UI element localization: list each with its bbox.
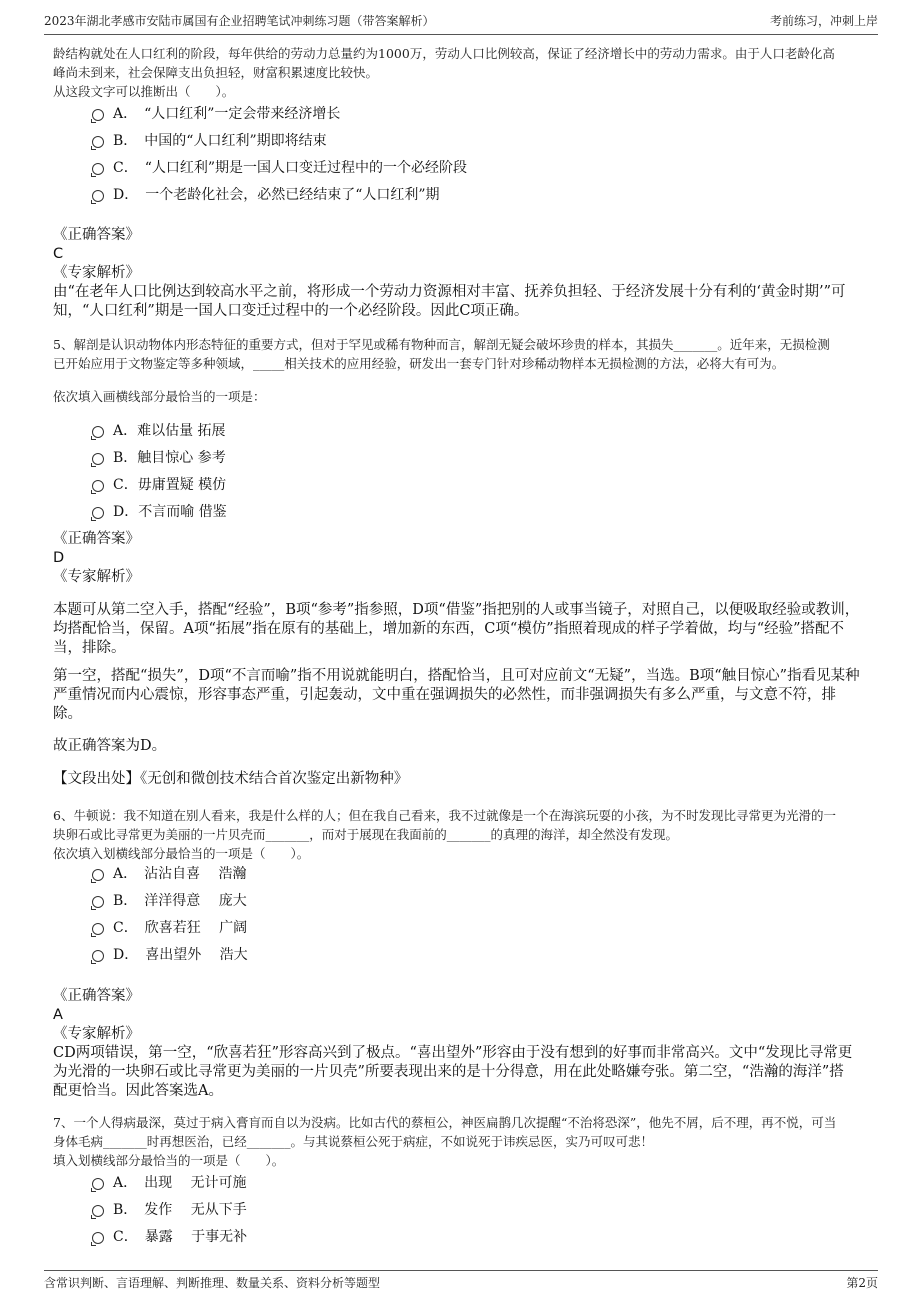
q6-prompt: 依次填入划横线部分最恰当的一项是（ ）。 [53,846,310,861]
q5-analysis-paragraph-2 [53,667,868,724]
q4-stem-line-1: 龄结构就处在人口红利的阶段，每年供给的劳动力总量约为1000万，劳动人口比例较高，保证了经济增长中的劳动力需求。由于人口老龄化高 [53,46,835,61]
option-label: A．难以估量 拓展 [113,423,226,439]
analysis-line: 均搭配恰当，保留。A项“拓展”指在原有的基础上，增加新的东西，C项“模仿”指照着现成的样子学着做，均与“经验”搭配不 [53,621,845,637]
analysis-line-1: 由“在老年人口比例达到较高水平之前，将形成一个劳动力资源相对丰富、抚养负担轻、于经济发展十分有利的‘黄金时期’”可 [53,284,846,300]
option-label: B．触目惊心 参考 [113,450,226,466]
q4-option-b[interactable] [92,131,327,151]
q5-option-b[interactable] [92,448,226,468]
page-header [44,12,878,35]
option-label: A． 出现 无计可施 [113,1175,247,1191]
q5-prompt: 依次填入画横线部分最恰当的一项是： [53,389,266,404]
q5-conclusion: 故正确答案为D。 [53,738,167,754]
q6-stem-line-2: 块卵石或比寻常更为美丽的一片贝壳而_______，而对于展现在我面前的_______的真理的海洋，却全然没有发现。 [53,827,679,842]
option-label: C．毋庸置疑 模仿 [113,477,227,493]
radio-icon[interactable] [92,507,104,519]
radio-icon[interactable] [92,923,104,935]
answer-label: 《正确答案》 [53,227,140,243]
q4-stem [53,44,868,101]
page-footer [44,1270,878,1293]
q6-option-d[interactable] [92,945,248,965]
q5-analysis-paragraph-1 [53,601,868,658]
option-label: C． 暴露 于事无补 [113,1229,248,1245]
radio-icon[interactable] [92,1232,104,1244]
q6-option-c[interactable] [92,918,247,938]
radio-icon[interactable] [92,950,104,962]
option-label: D．不言而喻 借鉴 [113,504,227,520]
q4-option-a[interactable] [92,104,340,124]
q4-option-d[interactable] [92,185,440,205]
q7-stem [53,1113,868,1170]
option-label: B． 发作 无从下手 [113,1202,247,1218]
analysis-label: 《专家解析》 [53,1026,140,1042]
q6-option-b[interactable] [92,891,247,911]
analysis-line: 严重情况而内心震惊，形容事态严重，引起轰动，文中重在强调损失的必然性，而非强调损失有多么严重，与文意不符，排 [53,687,836,703]
answer-label: 《正确答案》 [53,988,140,1004]
radio-icon[interactable] [92,426,104,438]
q7-prompt: 填入划横线部分最恰当的一项是（ ）。 [53,1153,285,1168]
q5-stem [53,335,868,373]
q5-stem-line-2: 已开始应用于文物鉴定等多种领域，_____相关技术的应用经验，研发出一套专门针对珍稀动物样本无损检测的方法，必将大有可为。 [53,356,785,371]
option-label: A． “人口红利”一定会带来经济增长 [113,106,341,122]
q7-stem-line-2: 身体毛病_______时再想医治，已经_______。与其说蔡桓公死于病症，不如说死于讳疾忌医，实乃可叹可悲！ [53,1134,654,1149]
q7-option-c[interactable] [92,1227,247,1247]
option-label: B． 洋洋得意 庞大 [113,893,247,909]
header-tagline: 考前练习，冲刺上岸 [769,14,878,28]
page-number: 第2页 [846,1276,878,1290]
radio-icon[interactable] [92,1178,104,1190]
q7-option-a[interactable] [92,1173,247,1193]
q5-option-d[interactable] [92,502,227,522]
analysis-line: 除。 [53,706,82,722]
q5-stem-line-1: 5、解剖是认识动物体内形态特征的重要方式，但对于罕见或稀有物种而言，解剖无疑会破坏珍贵的样本，其损失_______。近年来，无损检测 [53,337,830,352]
q4-answer-section [53,226,868,321]
answer-label: 《正确答案》 [53,531,140,547]
answer-value: A [53,1007,63,1023]
radio-icon[interactable] [92,109,104,121]
q6-option-a[interactable] [92,864,247,884]
analysis-line-2: 知，“人口红利”期是一国人口变迁过程中的一个必经阶段。因此C项正确。 [53,303,529,319]
analysis-line: 本题可从第二空入手，搭配“经验”，B项“参考”指参照，D项“借鉴”指把别的人或事当镜子，对照自己，以便吸取经验或教训， [53,602,860,618]
q5-option-a[interactable] [92,421,226,441]
q5-answer-section [53,530,868,587]
q5-source: 【文段出处】《无创和微创技术结合首次鉴定出新物种》 [53,771,409,787]
answer-value: C [53,246,64,262]
q4-option-c[interactable] [92,158,467,178]
analysis-line: 当，排除。 [53,640,126,656]
analysis-line: 第一空，搭配“损失”，D项“不言而喻”指不用说就能明白，搭配恰当，且可对应前文“无疑”，当选。B项“触目惊心”指看见某种 [53,668,860,684]
answer-value: D [53,550,65,566]
analysis-label: 《专家解析》 [53,569,140,585]
radio-icon[interactable] [92,896,104,908]
q6-answer-section [53,987,868,1101]
radio-icon[interactable] [92,163,104,175]
option-label: C． 欣喜若狂 广阔 [113,920,248,936]
radio-icon[interactable] [92,480,104,492]
q5-option-c[interactable] [92,475,226,495]
option-label: D． 一个老龄化社会，必然已经结束了“人口红利”期 [113,187,440,203]
option-label: B． 中国的“人口红利”期即将结束 [113,133,327,149]
radio-icon[interactable] [92,1205,104,1217]
option-label: D． 喜出望外 浩大 [113,947,248,963]
footer-categories: 含常识判断、言语理解、判断推理、数量关系、资料分析等题型 [44,1276,381,1290]
option-label: A． 沾沾自喜 浩瀚 [113,866,247,882]
q4-prompt: 从这段文字可以推断出（ ）。 [53,84,235,99]
q4-stem-line-2: 峰尚未到来，社会保障支出负担轻，财富积累速度比较快。 [53,65,379,80]
analysis-line-2: 为光滑的一块卵石或比寻常更为美丽的一片贝壳”所要表现出来的是十分得意，用在此处略嫌夸张。第二空，“浩瀚的海洋”搭 [53,1064,844,1080]
q7-option-b[interactable] [92,1200,247,1220]
radio-icon[interactable] [92,869,104,881]
analysis-label: 《专家解析》 [53,265,140,281]
radio-icon[interactable] [92,453,104,465]
document-title: 2023年湖北孝感市安陆市属国有企业招聘笔试冲刺练习题（带答案解析） [44,14,435,28]
analysis-line-1: CD两项错误，第一空，“欣喜若狂”形容高兴到了极点。“喜出望外”形容由于没有想到的好事而非常高兴。文中“发现比寻常更 [53,1045,853,1061]
q6-stem-line-1: 6、牛顿说：我不知道在别人看来，我是什么样的人；但在我自己看来，我不过就像是一个在海滨玩耍的小孩，为不时发现比寻常更为光滑的一 [53,808,836,823]
radio-icon[interactable] [92,190,104,202]
analysis-line-3: 配更恰当。因此答案选A。 [53,1083,223,1099]
option-label: C． “人口红利”期是一国人口变迁过程中的一个必经阶段 [113,160,468,176]
q7-stem-line-1: 7、一个人得病最深，莫过于病入膏肓而自以为没病。比如古代的蔡桓公，神医扁鹊几次提醒“不治将恐深”，他先不屑，后不理，再不悦，可当 [53,1115,837,1130]
radio-icon[interactable] [92,136,104,148]
q6-stem [53,806,868,863]
